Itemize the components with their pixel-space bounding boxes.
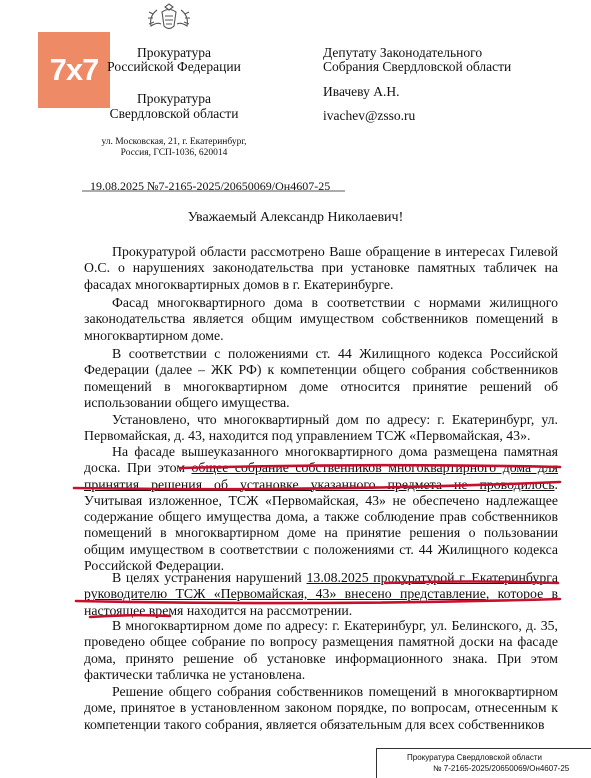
- recipient-title-line1: Депутату Законодательного: [323, 45, 483, 60]
- paragraph-3: В соответствии с положениями ст. 44 Жилищного кодекса Российской Федерации (далее – ЖК РФ) к компетенции общего собрания собственников помещений в многоквартирном доме относится принятие решений об использовании общего имущества.: [84, 346, 558, 410]
- paragraph-2: Фасад многоквартирного дома в соответствии с нормами жилищного законодательства является общим имуществом собственников помещений в многоквартирном доме.: [84, 295, 558, 343]
- paragraph-6-end: , которое в настоящее время находится на рассмотрении.: [84, 586, 558, 618]
- paragraph-8: Решение общего собрания собственников помещений в многоквартирном доме, принятое в установленном законом порядке, по вопросам, отнесенным к компетенции такого собрания, является обязательным для всех собственников: [84, 684, 558, 732]
- paragraph-5: [84, 444, 558, 574]
- paragraph-6: [84, 570, 558, 619]
- paragraph-4: Установлено, что многоквартирный дом по адресу: г. Екатеринбург, ул. Первомайская, д. 43, находится под управлением ТСЖ «Первомайская, 43».: [84, 412, 558, 444]
- paragraph-6-underlined: 13.08.2025 прокуратурой г. Екатеринбурга руководителю ТСЖ «Первомайская, 43» внесено представление: [84, 570, 558, 602]
- document-number: 19.08.2025 №7-2165-2025/20650069/Он4607-25: [90, 179, 331, 193]
- sender-org-line1: Прокуратура: [137, 45, 211, 60]
- sender-dept-line1: Прокуратура: [137, 91, 211, 106]
- registration-stamp: [376, 748, 591, 778]
- sender-address-line2: Россия, ГСП-1036, 620014: [120, 148, 228, 158]
- recipient-email: ivachev@zsso.ru: [323, 108, 416, 123]
- paragraph-6-start: В целях устранения нарушений: [112, 570, 307, 585]
- stamp-org: Прокуратура Свердловской области: [407, 753, 542, 762]
- stamp-number: № 7-2165-2025/20650069/Он4607-25: [433, 764, 570, 773]
- sender-org-line2: Российской Федерации: [107, 59, 241, 74]
- recipient-title-line2: Собрания Свердловской области: [323, 59, 512, 74]
- sender-dept-line2: Свердловской области: [109, 106, 239, 121]
- media-logo: 7x7: [38, 32, 110, 108]
- paragraph-1: Прокуратурой области рассмотрено Ваше обращение в интересах Гилевой О.С. о нарушениях законодательства при установке памятных табличек на фасадах многоквартирных домов в г. Екатеринбурге.: [84, 244, 558, 292]
- sender-address-line1: ул. Московская, 21, г. Екатеринбург,: [101, 137, 247, 147]
- paragraph-7: В многоквартирном доме по адресу: г. Екатеринбург, ул. Белинского, д. 35, проведено общее собрание по вопросу размещения памятной доски на фасаде дома, принято решение об установке информационного знака. При этом фактически табличка не установлена.: [84, 618, 558, 682]
- coat-of-arms-icon: [143, 0, 195, 36]
- paragraph-5-end: . Учитывая изложенное, ТСЖ «Первомайская, 43» не обеспечено надлежащее содержание общего имущества дома, а также соблюдение прав собственников помещений в многоквартирном доме на принятие решения о пользовании общим имуществом в соответствии с положениями ст. 44 Жилищного кодекса Российской Федерации.: [84, 476, 558, 574]
- paragraph-5-underlined: общее собрание собственников многоквартирного дома для принятия решения об установке указанного предмета не проводилось: [84, 460, 558, 492]
- letter-greeting: Уважаемый Александр Николаевич!: [187, 210, 404, 225]
- recipient-name: Ивачеву А.Н.: [323, 84, 400, 99]
- paragraph-5-start: На фасаде вышеуказанного многоквартирного дома размещена памятная доска. При этом: [84, 444, 558, 476]
